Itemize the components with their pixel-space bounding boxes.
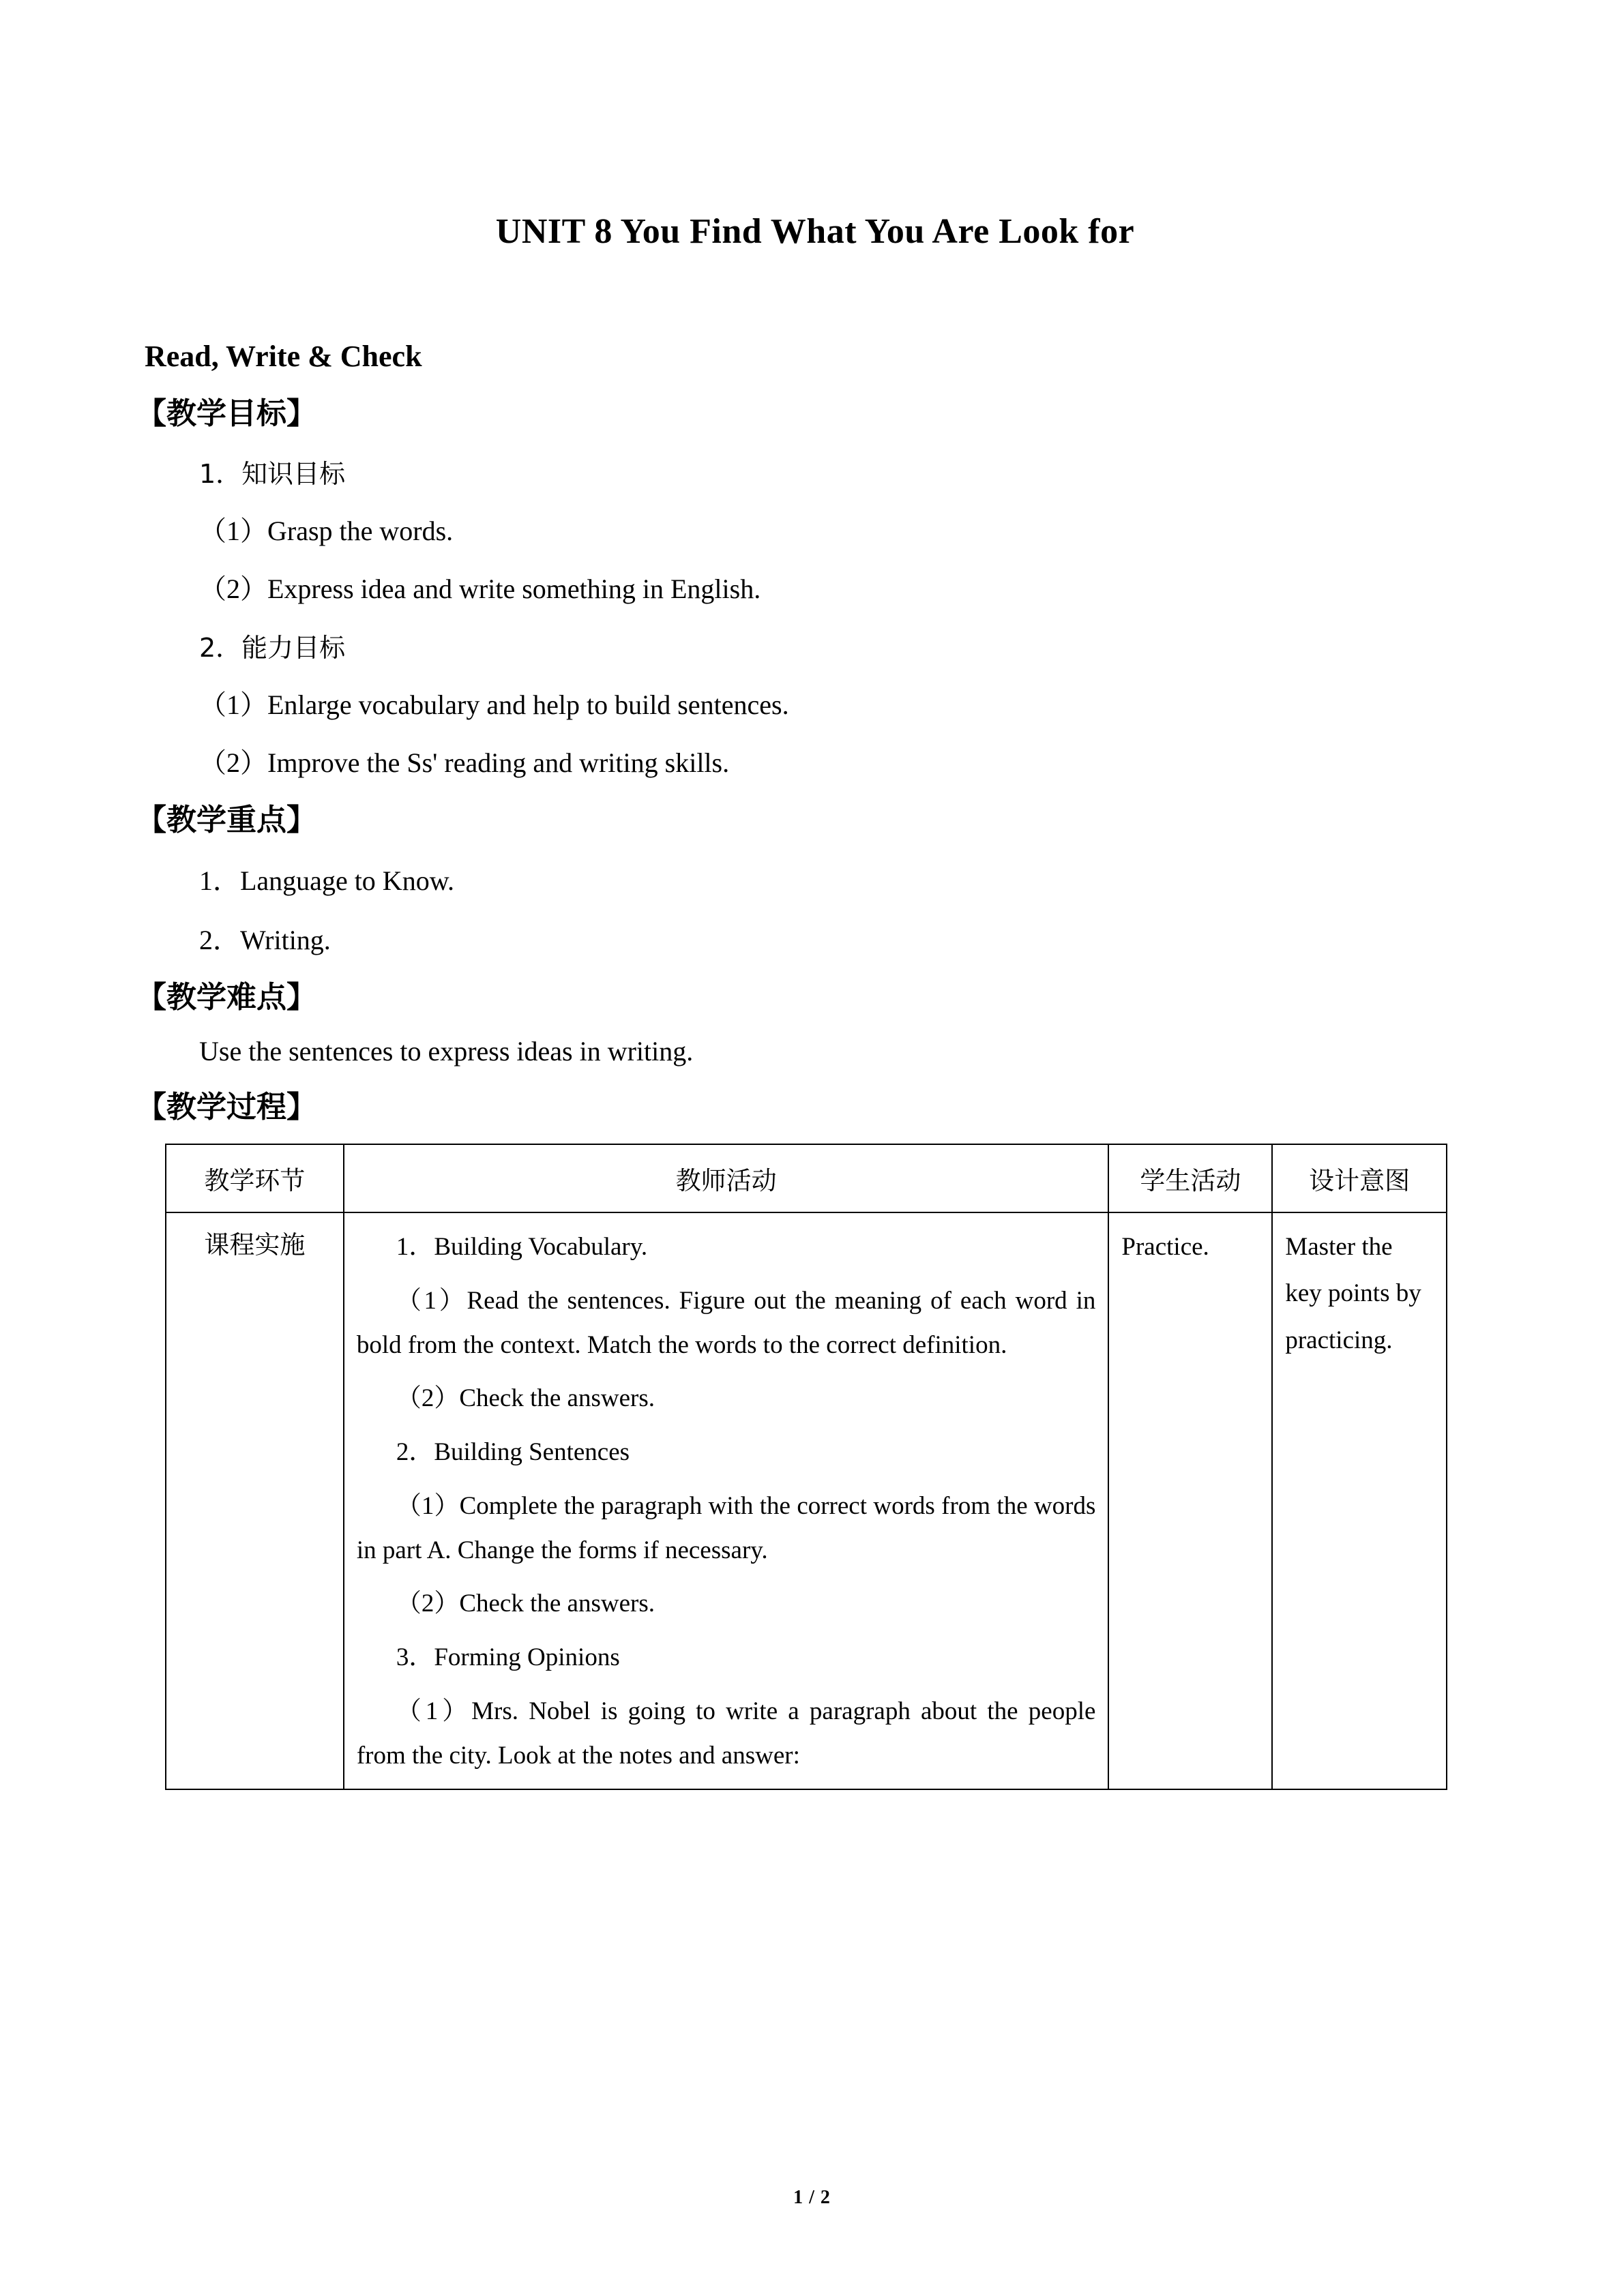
table-header-stage: 教学环节 [166,1144,344,1212]
teacher-line-1: 1．Building Vocabulary. [396,1233,648,1261]
page-footer: 1 / 2 [793,2187,831,2208]
key-point-2: 2．Writing. [199,925,331,955]
table-row [166,1212,1447,1789]
teacher-line-5: （1）Complete the paragraph with the correct words from the words in part A. Change the forms if necessary. [356,1491,1096,1564]
cell-teacher-activity [344,1212,1109,1789]
cell-stage: 课程实施 [166,1212,344,1789]
table-header-teacher-activity: 教师活动 [344,1144,1109,1212]
page-title: UNIT 8 You Find What You Are Look for [495,212,1135,251]
key-point-1: 1．Language to Know. [199,865,454,896]
objective-item-2-sub-2: （2）Improve the Ss' reading and writing skills. [199,747,730,778]
cell-design-intent: Master the key points by practicing. [1272,1212,1447,1789]
heading-key-points: 【教学重点】 [136,803,316,837]
teacher-line-6: （2）Check the answers. [396,1590,655,1618]
teaching-process-table [165,1144,1447,1790]
objective-item-1-sub-2: （2）Express idea and write something in English. [199,573,761,604]
teacher-line-2: （1）Read the sentences. Figure out the meaning of each word in bold from the context. Match the words to the correct definition. [356,1286,1096,1359]
heading-objectives: 【教学目标】 [136,396,316,431]
section-heading-read-write-check: Read, Write & Check [145,340,422,373]
objective-item-2-sub-1: （1）Enlarge vocabulary and help to build sentences. [199,689,789,720]
difficulties-text: Use the sentences to express ideas in writing. [199,1036,694,1067]
teacher-line-3: （2）Check the answers. [396,1384,655,1413]
objective-item-1-sub-1: （1）Grasp the words. [199,516,454,546]
table-header-row [166,1144,1447,1212]
heading-difficulties: 【教学难点】 [136,980,316,1015]
table-header-design-intent: 设计意图 [1272,1144,1447,1212]
cell-student-activity: Practice. [1108,1212,1272,1789]
teacher-line-8: （1）Mrs. Nobel is going to write a paragraph about the people from the city. Look at the notes and answer: [356,1697,1096,1770]
table-header-student-activity: 学生活动 [1108,1144,1272,1212]
objective-item-1-label: 1．知识目标 [199,459,346,489]
teacher-line-4: 2．Building Sentences [396,1438,630,1466]
teacher-line-7: 3．Forming Opinions [396,1643,620,1671]
heading-process: 【教学过程】 [136,1090,316,1124]
objective-item-2-label: 2．能力目标 [199,633,346,663]
document-content [136,174,1494,1790]
